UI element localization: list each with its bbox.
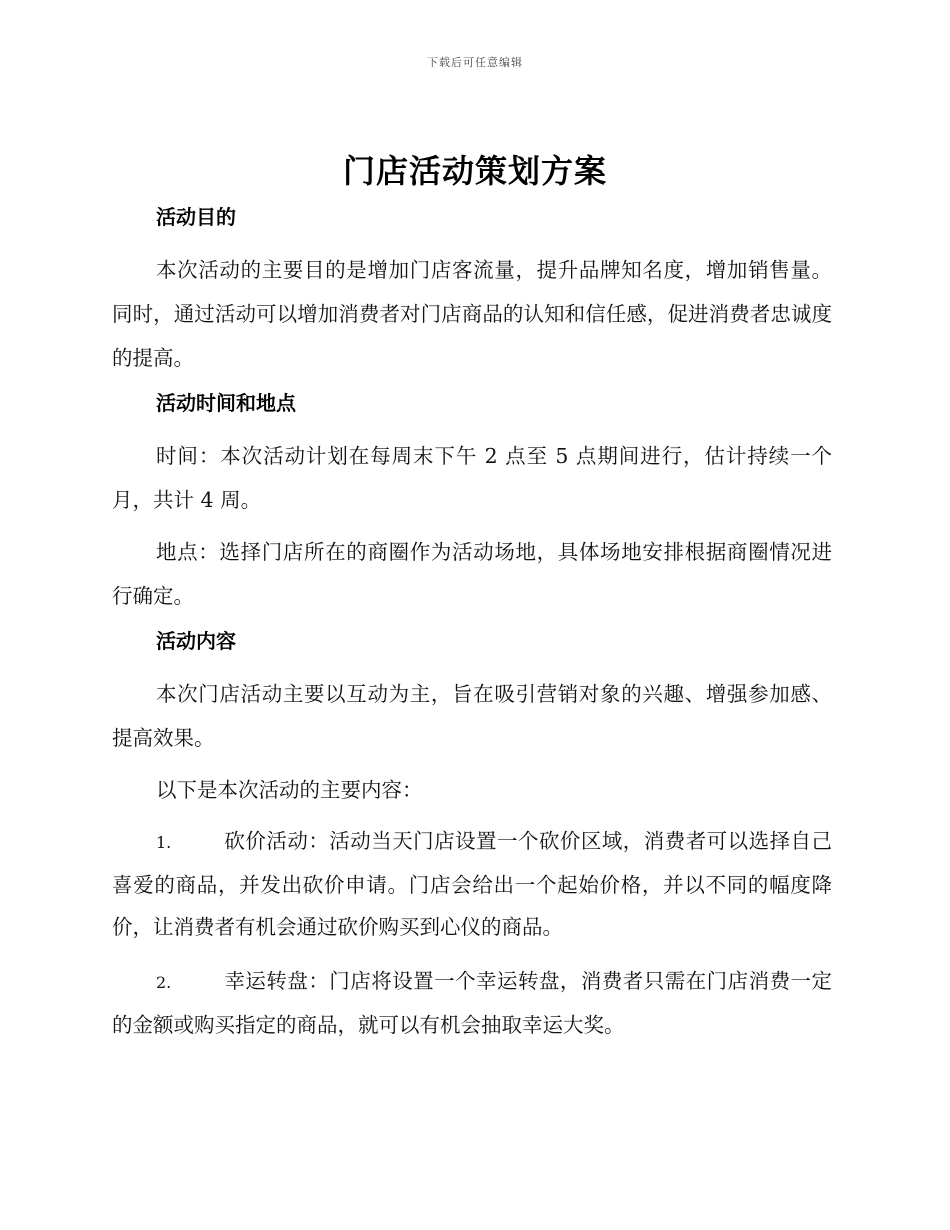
list-item-text: 砍价活动：活动当天门店设置一个砍价区域，消费者可以选择自己喜爱的商品，并发出砍价申请。门店会给出一个起始价格，并以不同的幅度降价，让消费者有机会通过砍价购买到心仪的商品。 (112, 829, 832, 939)
list-item-number: 1. (156, 833, 172, 852)
document-title: 门店活动策划方案 (342, 152, 607, 190)
list-item-text: 幸运转盘：门店将设置一个幸运转盘，消费者只需在门店消费一定的金额或购买指定的商品，就可以有机会抽取幸运大奖。 (112, 969, 832, 1037)
content-lead-paragraph: 以下是本次活动的主要内容： (156, 778, 423, 802)
time-paragraph: 时间：本次活动计划在每周末下午 2 点至 5 点期间进行，估计持续一个月，共计 4 周。 (112, 444, 832, 512)
purpose-paragraph: 本次活动的主要目的是增加门店客流量，提升品牌知名度，增加销售量。同时，通过活动可以增加消费者对门店商品的认知和信任感，促进消费者忠诚度的提高。 (112, 258, 832, 370)
list-item (112, 820, 832, 948)
place-paragraph: 地点：选择门店所在的商圈作为活动场地，具体场地安排根据商圈情况进行确定。 (112, 540, 832, 608)
header-note: 下载后可任意编辑 (427, 56, 523, 69)
content-intro-paragraph: 本次门店活动主要以互动为主，旨在吸引营销对象的兴趣、增强参加感、提高效果。 (112, 682, 832, 750)
section-heading-content: 活动内容 (156, 629, 236, 653)
list-item (112, 960, 832, 1046)
list-item-number: 2. (156, 973, 172, 992)
document-body (112, 202, 832, 1058)
section-heading-time-place: 活动时间和地点 (156, 391, 296, 415)
section-heading-purpose: 活动目的 (156, 205, 236, 229)
